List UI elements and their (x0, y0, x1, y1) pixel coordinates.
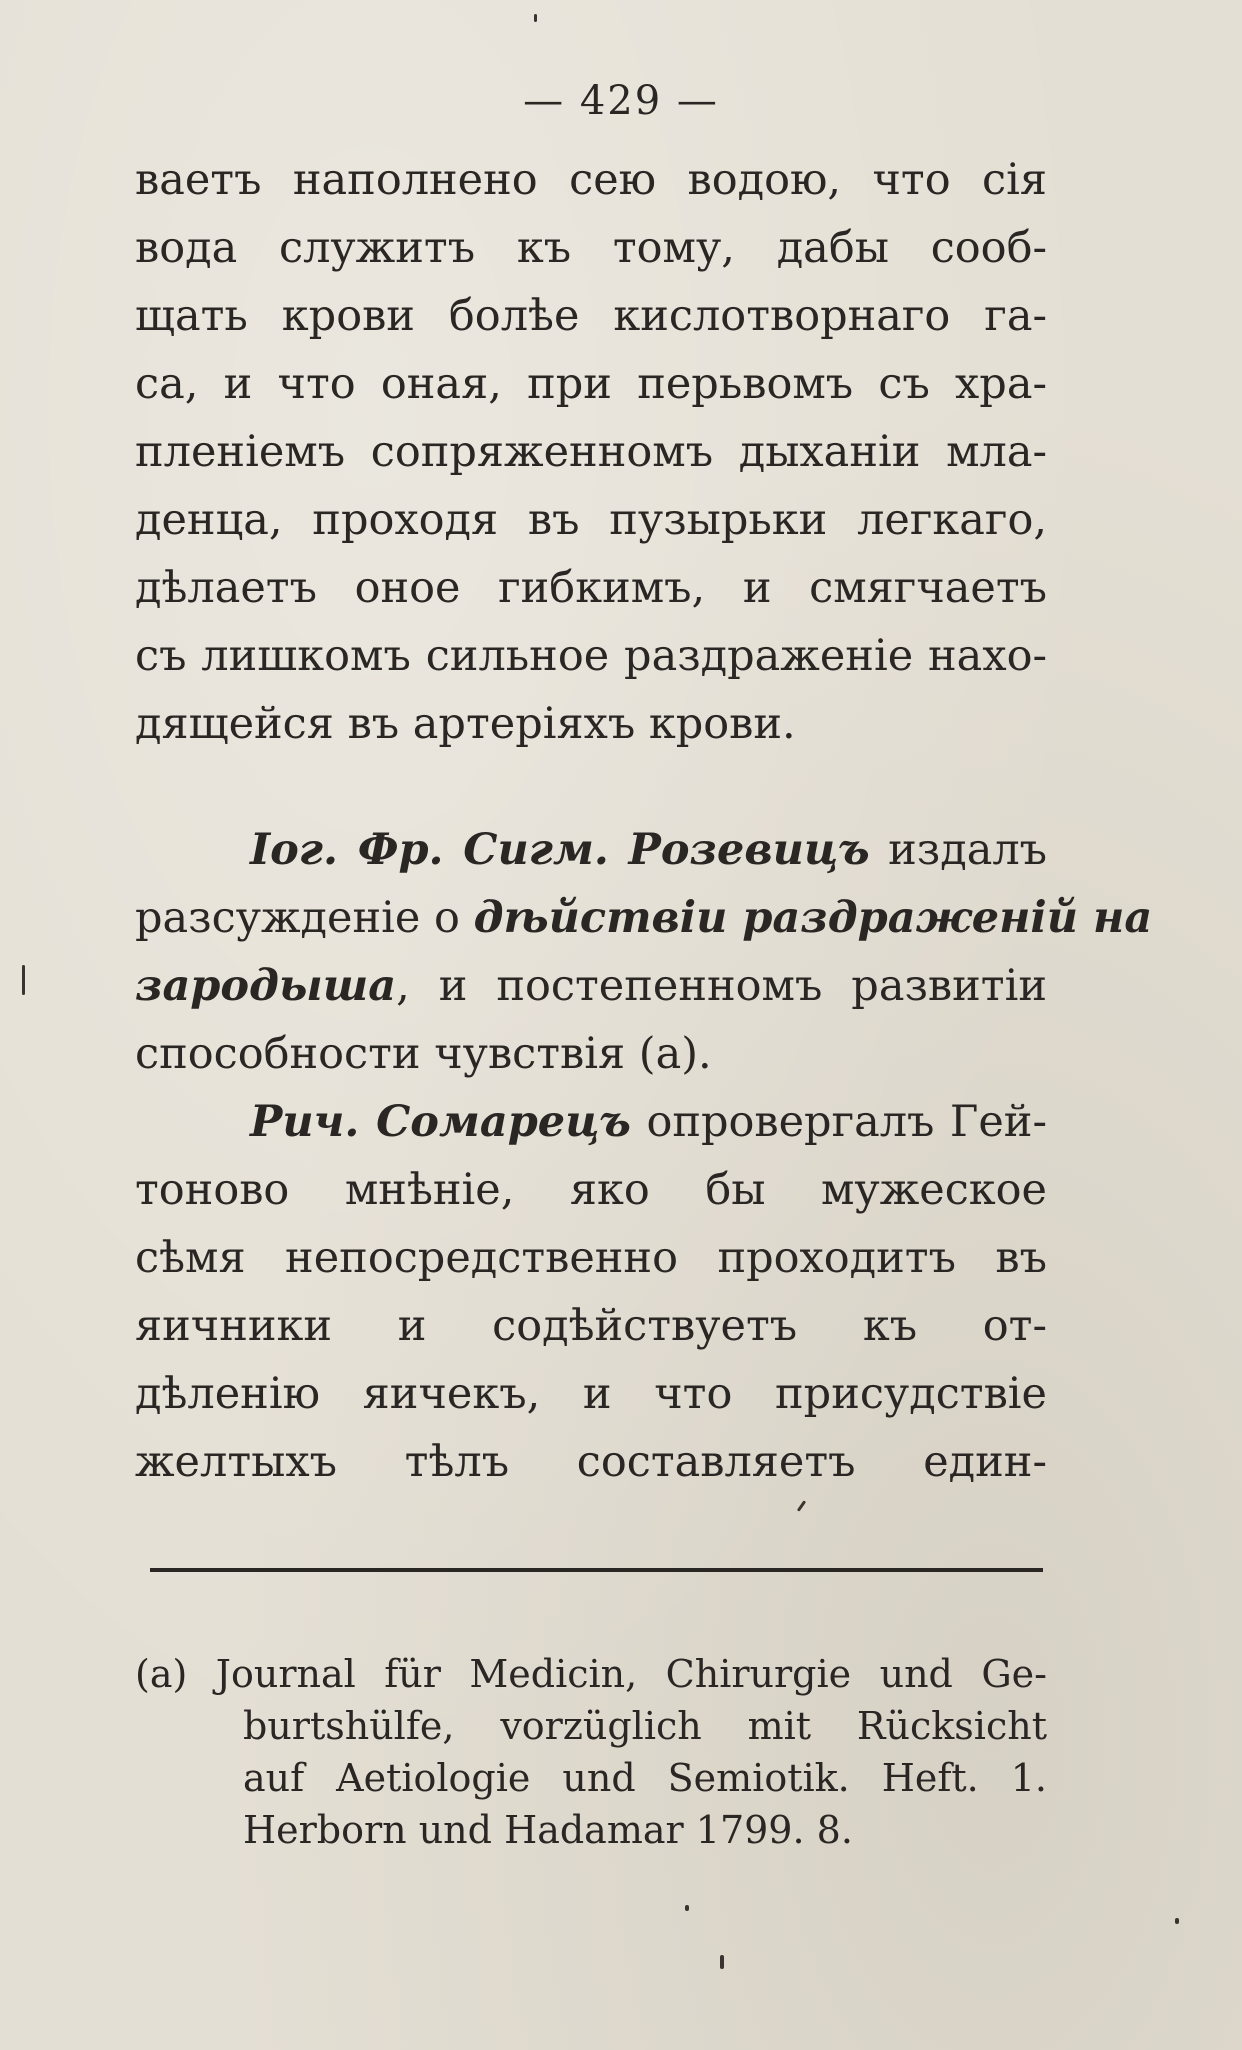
footnote-rule (150, 1568, 1043, 1572)
body-line: яичники и содѣйствуетъ къ от- (135, 1301, 1047, 1351)
text-run: разсужденіе о (135, 893, 460, 943)
body-line: дѣлаетъ оное гибкимъ, и смягчаетъ (135, 563, 1047, 613)
paper-speck (797, 1500, 806, 1512)
work-title: дѣйствіи раздраженій на (473, 893, 1153, 943)
body-line: дящейся въ артеріяхъ крови. (135, 699, 796, 749)
footnote-line: Herborn und Hadamar 1799. 8. (243, 1808, 853, 1852)
body-line: щать крови болѣе кислотворнаго га- (135, 291, 1047, 341)
paper-speck (22, 965, 25, 995)
footnote-line: (a) Journal für Medicin, Chirurgie und Ge- (135, 1652, 1047, 1696)
text-run: опровергалъ Гей- (646, 1097, 1047, 1147)
paper-speck (720, 1955, 724, 1969)
text-run: издалъ (888, 825, 1048, 875)
paragraph-2-line-2 (135, 884, 1153, 952)
body-line: денца, проходя въ пузырьки легкаго, (135, 495, 1047, 545)
text-run: , и постепенномъ развитіи (396, 961, 1047, 1011)
body-line: ваетъ наполнено сею водою, что сія (135, 155, 1047, 205)
footnote-line: auf Aetiologie und Semiotik. Heft. 1. (243, 1756, 1047, 1800)
body-line: са, и что оная, при перьвомъ съ хра- (135, 359, 1047, 409)
paper-speck (1175, 1918, 1179, 1924)
paragraph-3-line-1 (250, 1088, 1047, 1156)
body-line: съ лишкомъ сильное раздраженіе нахо- (135, 631, 1047, 681)
author-name: Рич. Сомарецъ (250, 1097, 631, 1147)
paragraph-2-line-3 (135, 952, 1047, 1020)
work-title: зародыша (135, 961, 397, 1011)
paragraph-2-line-1 (250, 816, 1047, 884)
body-line: тоново мнѣніе, яко бы мужеское (135, 1165, 1047, 1215)
author-name: Іог. Фр. Сигм. Розевицъ (250, 825, 870, 875)
paper-speck (534, 14, 537, 22)
body-line: пленіемъ сопряженномъ дыханіи мла- (135, 427, 1047, 477)
body-line: сѣмя непосредственно проходитъ въ (135, 1233, 1047, 1283)
paper-speck (685, 1905, 689, 1911)
body-line: дѣленію яичекъ, и что присудствіе (135, 1369, 1047, 1419)
body-line: вода служитъ къ тому, дабы сооб- (135, 223, 1047, 273)
footnote-line: burtshülfe, vorzüglich mit Rücksicht (243, 1704, 1047, 1748)
paragraph-2-line-4: способности чувствія (а). (135, 1029, 712, 1079)
page-number: — 429 — (523, 78, 719, 124)
body-line: желтыхъ тѣлъ составляетъ един- (135, 1437, 1047, 1487)
